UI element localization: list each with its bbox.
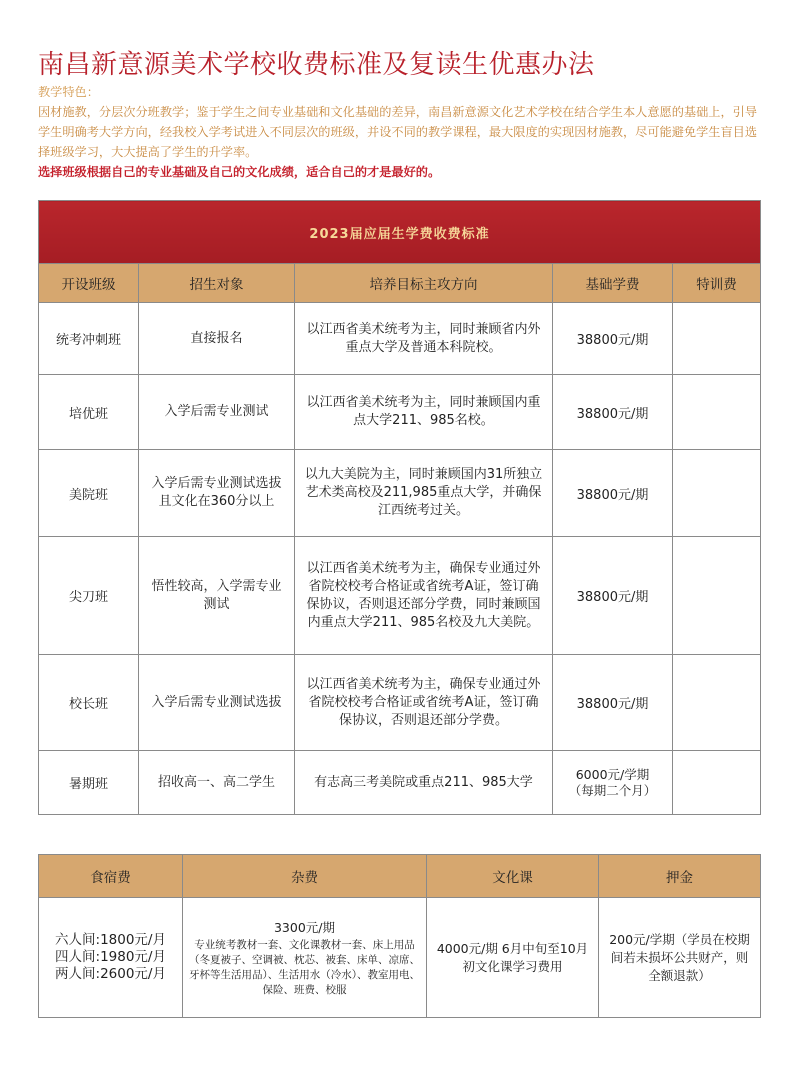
header-fee: 基础学费	[553, 264, 673, 303]
table-row	[39, 898, 761, 1018]
table-row	[39, 450, 761, 537]
fee: 6000元/学期	[575, 766, 650, 782]
intro-section	[38, 82, 766, 182]
target: 入学后需专业测试选拔且文化在360分以上	[151, 476, 282, 509]
goal: 有志高三考美院或重点211、985大学	[314, 774, 533, 790]
misc-amount: 3300元/期	[273, 919, 336, 935]
target: 入学后需专业测试	[164, 404, 269, 419]
goal: 以江西省美术统考为主，同时兼顾国内重点大学211、985名校。	[306, 395, 541, 428]
class-name: 暑期班	[39, 751, 139, 815]
header-deposit: 押金	[599, 855, 761, 898]
tuition-header-row	[39, 264, 761, 303]
target: 入学后需专业测试选拔	[151, 694, 282, 710]
target: 招收高一、高二学生	[157, 774, 275, 790]
dorm-fees	[39, 898, 183, 1018]
special-fee	[673, 655, 761, 751]
header-misc: 杂费	[183, 855, 427, 898]
header-special: 特训费	[673, 264, 761, 303]
tuition-banner: 2023届应届生学费收费标准	[39, 201, 761, 264]
class-name: 校长班	[39, 655, 139, 751]
fee-note: （每期二个月）	[568, 782, 657, 798]
goal: 以江西省美术统考为主，同时兼顾省内外重点大学及普通本科院校。	[306, 321, 541, 355]
table-row	[39, 303, 761, 375]
goal: 以江西省美术统考为主，确保专业通过外省院校校考合格证或省统考A证，签订确保协议，否则退还部分学费，同时兼顾国内重点大学211、985名校及九大美院。	[306, 560, 541, 630]
table-row	[39, 537, 761, 655]
special-fee	[673, 303, 761, 375]
goal: 以江西省美术统考为主，确保专业通过外省院校校考合格证或省统考A证，签订确保协议，否则退还部分学费。	[306, 676, 541, 728]
header-goal: 培养目标主攻方向	[295, 264, 553, 303]
class-name: 培优班	[39, 375, 139, 450]
deposit-fee: 200元/学期（学员在校期间若未损坏公共财产，则全额退款）	[609, 931, 750, 983]
special-fee	[673, 375, 761, 450]
target: 悟性较高，入学需专业测试	[151, 578, 282, 612]
dorm-six: 六人间:1800元/月	[55, 932, 166, 948]
tuition-table	[38, 200, 761, 815]
other-fees-table	[38, 854, 761, 1018]
fee: 38800元/期	[553, 375, 673, 450]
dorm-four: 四人间:1980元/月	[55, 949, 166, 965]
fee: 38800元/期	[553, 537, 673, 655]
misc-detail: 专业统考教材一套、文化课教材一套、床上用品（冬夏被子、空调被、枕芯、被套、床单、凉席、牙杯等生活用品）、生活用水（冷水）、教室用电、保险、班费、校服	[189, 938, 420, 996]
goal: 以九大美院为主，同时兼顾国内31所独立艺术类高校及211,985重点大学，并确保江西统考过关。	[304, 467, 543, 518]
page-title: 南昌新意源美术学校收费标准及复读生优惠办法	[38, 50, 595, 80]
header-dorm: 食宿费	[39, 855, 183, 898]
header-class: 开设班级	[39, 264, 139, 303]
table-row	[39, 655, 761, 751]
class-name: 美院班	[39, 450, 139, 537]
table-row	[39, 375, 761, 450]
culture-fee: 4000元/期 6月中旬至10月初文化课学习费用	[436, 940, 589, 974]
misc-fees	[183, 898, 427, 1018]
special-fee	[673, 450, 761, 537]
special-fee	[673, 751, 761, 815]
intro-note: 选择班级根据自己的专业基础及自己的文化成绩，适合自己的才是最好的。	[38, 165, 441, 179]
fee: 38800元/期	[553, 450, 673, 537]
fee: 38800元/期	[553, 303, 673, 375]
intro-label: 教学特色：	[38, 85, 99, 99]
special-fee	[673, 537, 761, 655]
other-header-row	[39, 855, 761, 898]
class-name: 统考冲刺班	[39, 303, 139, 375]
header-culture: 文化课	[427, 855, 599, 898]
header-target: 招生对象	[139, 264, 295, 303]
class-name: 尖刀班	[39, 537, 139, 655]
intro-body: 因材施教，分层次分班教学；鉴于学生之间专业基础和文化基础的差异，南昌新意源文化艺术学校在结合学生本人意愿的基础上，引导学生明确考大学方向，经我校入学考试进入不同层次的班级，并设不同的教学课程，最大限度的实现因材施教，尽可能避免学生盲目选择班级学习，大大提高了学生的升学率。	[38, 105, 758, 159]
target: 直接报名	[190, 330, 243, 346]
dorm-two: 两人间:2600元/月	[55, 966, 166, 982]
table-row	[39, 751, 761, 815]
fee: 38800元/期	[553, 655, 673, 751]
